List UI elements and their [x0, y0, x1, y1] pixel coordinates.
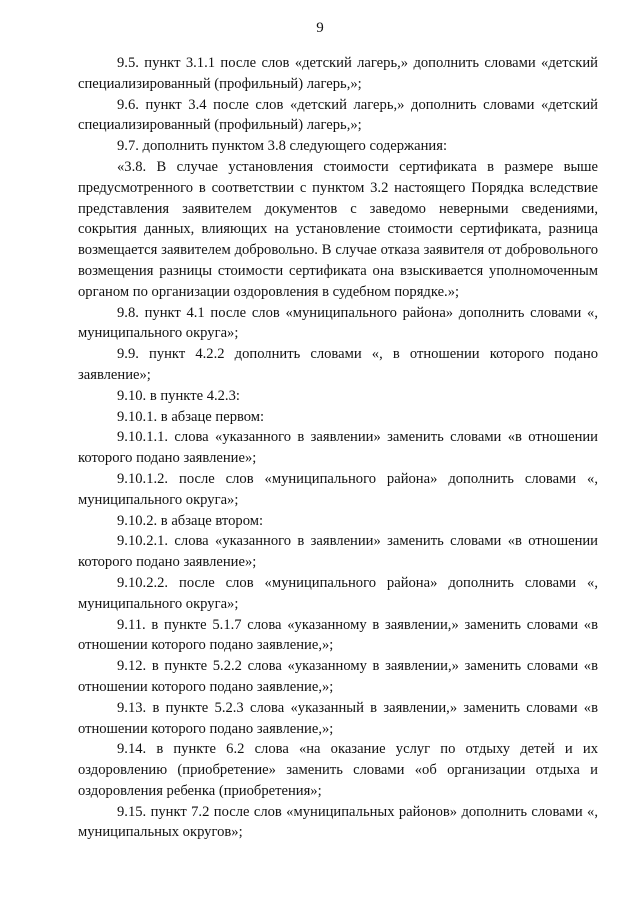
page-number: 9: [316, 20, 324, 36]
paragraph-9-6: 9.6. пункт 3.4 после слов «детский лагерь,» дополнить словами «детский специализированный (профильный) лагерь,»;: [78, 96, 598, 134]
paragraph-9-11: 9.11. в пункте 5.1.7 слова «указанному в заявлении,» заменить словами «в отношении которого подано заявление,»;: [78, 616, 598, 654]
paragraph-9-10-1-2: 9.10.1.2. после слов «муниципального района» дополнить словами «, муниципального округа»;: [78, 470, 598, 508]
paragraph-9-10-2-2: 9.10.2.2. после слов «муниципального района» дополнить словами «, муниципального округа»;: [78, 574, 598, 612]
paragraph-9-10-1: 9.10.1. в абзаце первом:: [117, 408, 265, 425]
document-body: [78, 53, 598, 843]
paragraph-9-15: 9.15. пункт 7.2 после слов «муниципальных районов» дополнить словами «, муниципальных округов»;: [78, 803, 598, 841]
paragraph-9-10-1-1: 9.10.1.1. слова «указанного в заявлении» заменить словами «в отношении которого подано заявление»;: [78, 429, 598, 467]
paragraph-9-13: 9.13. в пункте 5.2.3 слова «указанный в заявлении,» заменить словами «в отношении которого подано заявление,»;: [78, 699, 598, 737]
paragraph-9-10-2-1: 9.10.2.1. слова «указанного в заявлении» заменить словами «в отношении которого подано заявление»;: [78, 533, 598, 571]
paragraph-9-10: 9.10. в пункте 4.2.3:: [117, 387, 240, 404]
paragraph-9-10-2: 9.10.2. в абзаце втором:: [117, 512, 264, 529]
paragraph-9-8: 9.8. пункт 4.1 после слов «муниципального района» дополнить словами «, муниципального округа»;: [78, 304, 598, 342]
paragraph-9-9: 9.9. пункт 4.2.2 дополнить словами «, в отношении которого подано заявление»;: [78, 346, 598, 383]
paragraph-3-8-quote: «3.8. В случае установления стоимости сертификата в размере выше предусмотренного в соответствии с пунктом 3.2 настоящего Порядка вследствие представления заявителем документов с заведомо неверными сведениями, сокрытия данных, влияющих на установление стоимости сертификата, разница возмещается заявителем добровольно. В случае отказа заявителя от добровольного возмещения разницы стоимости сертификата она взыскивается уполномоченным органом по организации оздоровления в судебном порядке.»;: [78, 158, 598, 300]
paragraph-9-7: 9.7. дополнить пунктом 3.8 следующего содержания:: [117, 138, 448, 155]
paragraph-9-12: 9.12. в пункте 5.2.2 слова «указанному в заявлении,» заменить словами «в отношении которого подано заявление,»;: [78, 658, 598, 695]
paragraph-9-5: 9.5. пункт 3.1.1 после слов «детский лагерь,» дополнить словами «детский специализированный (профильный) лагерь,»;: [78, 55, 598, 92]
paragraph-9-14: 9.14. в пункте 6.2 слова «на оказание услуг по отдыху детей и их оздоровлению (приобретение» заменить словами «об организации отдыха и оздоровления ребенка (приобретения»;: [78, 741, 598, 799]
